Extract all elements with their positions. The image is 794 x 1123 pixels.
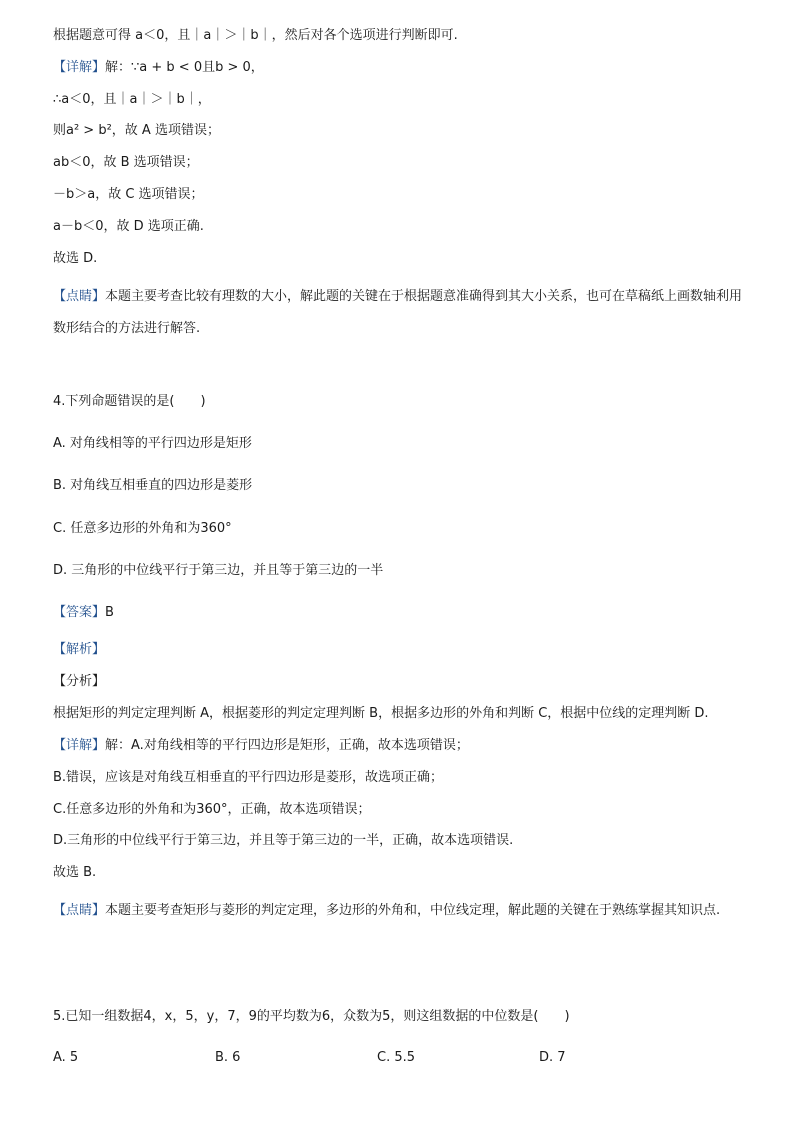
- detail-tag: 【详解】: [53, 738, 106, 753]
- sec3-line8: 故选 D.: [53, 251, 98, 266]
- answer-tag: 【答案】: [53, 605, 106, 620]
- q4-option-a: A. 对角线相等的平行四边形是矩形: [53, 436, 252, 451]
- sec3-line7: a－b＜0，故 D 选项正确.: [53, 219, 204, 234]
- sec3-line4: 则a² > b²，故 A 选项错误；: [53, 123, 220, 138]
- q4-detail-d: D.三角形的中位线平行于第三边，并且等于第三边的一半，正确，故本选项错误.: [53, 833, 514, 848]
- sec3-line6: －b＞a，故 C 选项错误；: [53, 187, 204, 202]
- q4-conclusion: 故选 B.: [53, 865, 97, 880]
- fenxi-tag: 【分析】: [53, 674, 106, 689]
- q4-option-c: C. 任意多边形的外角和为360°: [53, 521, 232, 536]
- q4-option-b: B. 对角线互相垂直的四边形是菱形: [53, 478, 253, 493]
- detail-tag: 【详解】: [53, 60, 106, 75]
- q4-detail: [53, 737, 469, 755]
- comment-text: 本题主要考查矩形与菱形的判定定理，多边形的外角和，中位线定理，解此题的关键在于熟练掌握其知识点.: [105, 903, 721, 918]
- q4-comment: [53, 895, 753, 927]
- comment-text: 本题主要考查比较有理数的大小，解此题的关键在于根据题意准确得到其大小关系，也可在草稿纸上画数轴利用数形结合的方法进行解答.: [53, 289, 743, 336]
- q4-detail-c: C.任意多边形的外角和为360°，正确，故本选项错误；: [53, 802, 371, 817]
- comment-tag: 【点睛】: [53, 903, 106, 918]
- answer-value: B: [105, 605, 114, 620]
- sec3-line3: ∴a＜0，且｜a｜＞｜b｜，: [53, 92, 211, 107]
- analysis-tag: 【解析】: [53, 642, 106, 657]
- q5-option-a: A. 5: [53, 1050, 79, 1065]
- q5-option-c: C. 5.5: [377, 1050, 416, 1065]
- sec3-detail: [53, 59, 264, 77]
- q5-option-d: D. 7: [539, 1050, 566, 1065]
- q4-detail-b: B.错误，应该是对角线互相垂直的平行四边形是菱形，故选项正确；: [53, 770, 444, 785]
- q4-answer: [53, 604, 114, 622]
- q5-stem: 5.已知一组数据4，x，5，y，7，9的平均数为6，众数为5，则这组数据的中位数是( ): [53, 1009, 570, 1024]
- sec3-line1: 根据题意可得 a＜0，且｜a｜＞｜b｜，然后对各个选项进行判断即可.: [53, 28, 458, 43]
- sec3-line5: ab＜0，故 B 选项错误；: [53, 155, 199, 170]
- fenxi-text: 根据矩形的判定定理判断 A，根据菱形的判定定理判断 B，根据多边形的外角和判断 C，根据中位线的定理判断 D.: [53, 706, 709, 721]
- detail-text: 解：A.对角线相等的平行四边形是矩形，正确，故本选项错误；: [105, 738, 469, 753]
- q4-option-d: D. 三角形的中位线平行于第三边，并且等于第三边的一半: [53, 563, 384, 578]
- comment-tag: 【点睛】: [53, 289, 106, 304]
- q5-option-b: B. 6: [215, 1050, 241, 1065]
- sec3-comment: [53, 281, 753, 345]
- detail-text: 解：∵a + b < 0且b > 0，: [105, 60, 264, 75]
- q4-stem: 4.下列命题错误的是( ): [53, 394, 206, 409]
